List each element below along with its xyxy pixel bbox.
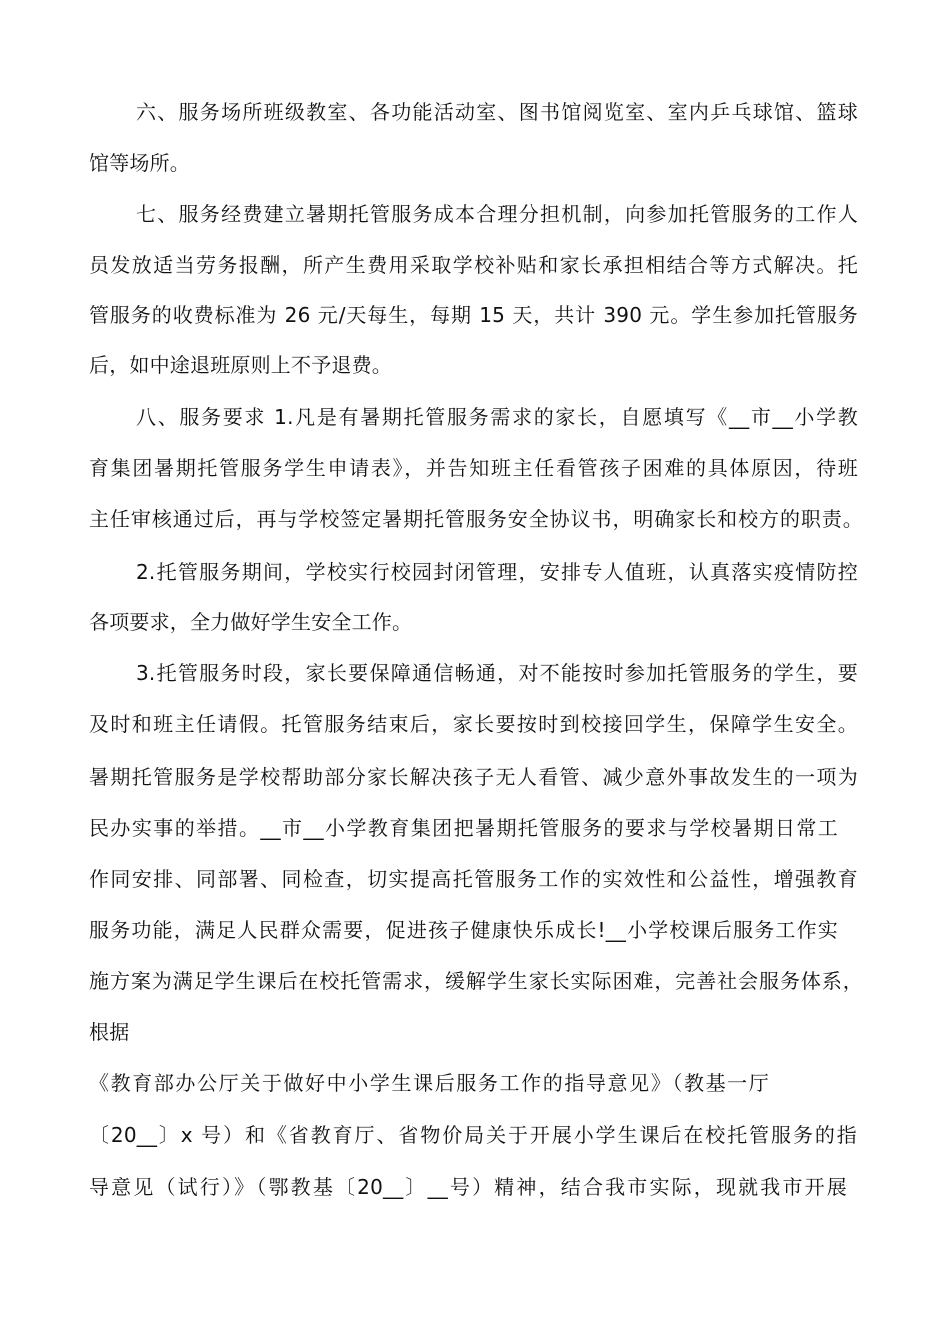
text-line: 作同安排、同部署、同检查，切实提高托管服务工作的实效性和公益性，增强教育 [89,867,858,891]
text-line: 民办实事的举措。__市__小学教育集团把暑期托管服务的要求与学校暑期日常工 [89,816,838,840]
text-line: 〔20__〕x 号）和《省教育厅、省物价局关于开展小学生课后在校托管服务的指 [89,1123,857,1147]
text-line: 馆等场所。 [89,151,190,175]
text-line: 七、服务经费建立暑期托管服务成本合理分担机制，向参加托管服务的工作人 [136,202,858,226]
text-line: 2.托管服务期间，学校实行校园封闭管理，安排专人值班，认真落实疫情防控 [136,560,858,584]
text-line: 施方案为满足学生课后在校托管需求，缓解学生家长实际困难，完善社会服务体系， [89,969,863,993]
text-line: 导意见（试行）》（鄂教基〔20__〕__号）精神，结合我市实际，现就我市开展 [89,1175,847,1199]
text-line: 服务功能，满足人民群众需要，促进孩子健康快乐成长!__小学校课后服务工作实 [89,918,838,942]
text-line: 《教育部办公厅关于做好中小学生课后服务工作的指导意见》（教基一厅 [89,1071,769,1095]
text-line: 六、服务场所班级教室、各功能活动室、图书馆阅览室、室内乒乓球馆、篮球 [136,100,858,124]
text-line: 主任审核通过后，再与学校签定暑期托管服务安全协议书，明确家长和校方的职责。 [89,507,863,531]
text-line: 各项要求，全力做好学生安全工作。 [89,610,413,634]
text-line: 八、服务要求 1.凡是有暑期托管服务需求的家长，自愿填写《__市__小学教 [136,405,858,429]
text-line: 员发放适当劳务报酬，所产生费用采取学校补贴和家长承担相结合等方式解决。托 [89,253,858,277]
text-line: 后，如中途退班原则上不予退费。 [89,353,392,377]
text-line: 3.托管服务时段，家长要保障通信畅通，对不能按时参加托管服务的学生，要 [136,661,858,685]
text-line: 管服务的收费标准为 26 元/天每生，每期 15 天，共计 390 元。学生参加托管服务 [89,303,858,327]
text-line: 根据 [89,1020,130,1044]
text-line: 暑期托管服务是学校帮助部分家长解决孩子无人看管、减少意外事故发生的一项为 [89,765,858,789]
text-line: 育集团暑期托管服务学生申请表》，并告知班主任看管孩子困难的具体原因，待班 [89,456,858,480]
text-line: 及时和班主任请假。托管服务结束后，家长要按时到校接回学生，保障学生安全。 [89,712,858,736]
